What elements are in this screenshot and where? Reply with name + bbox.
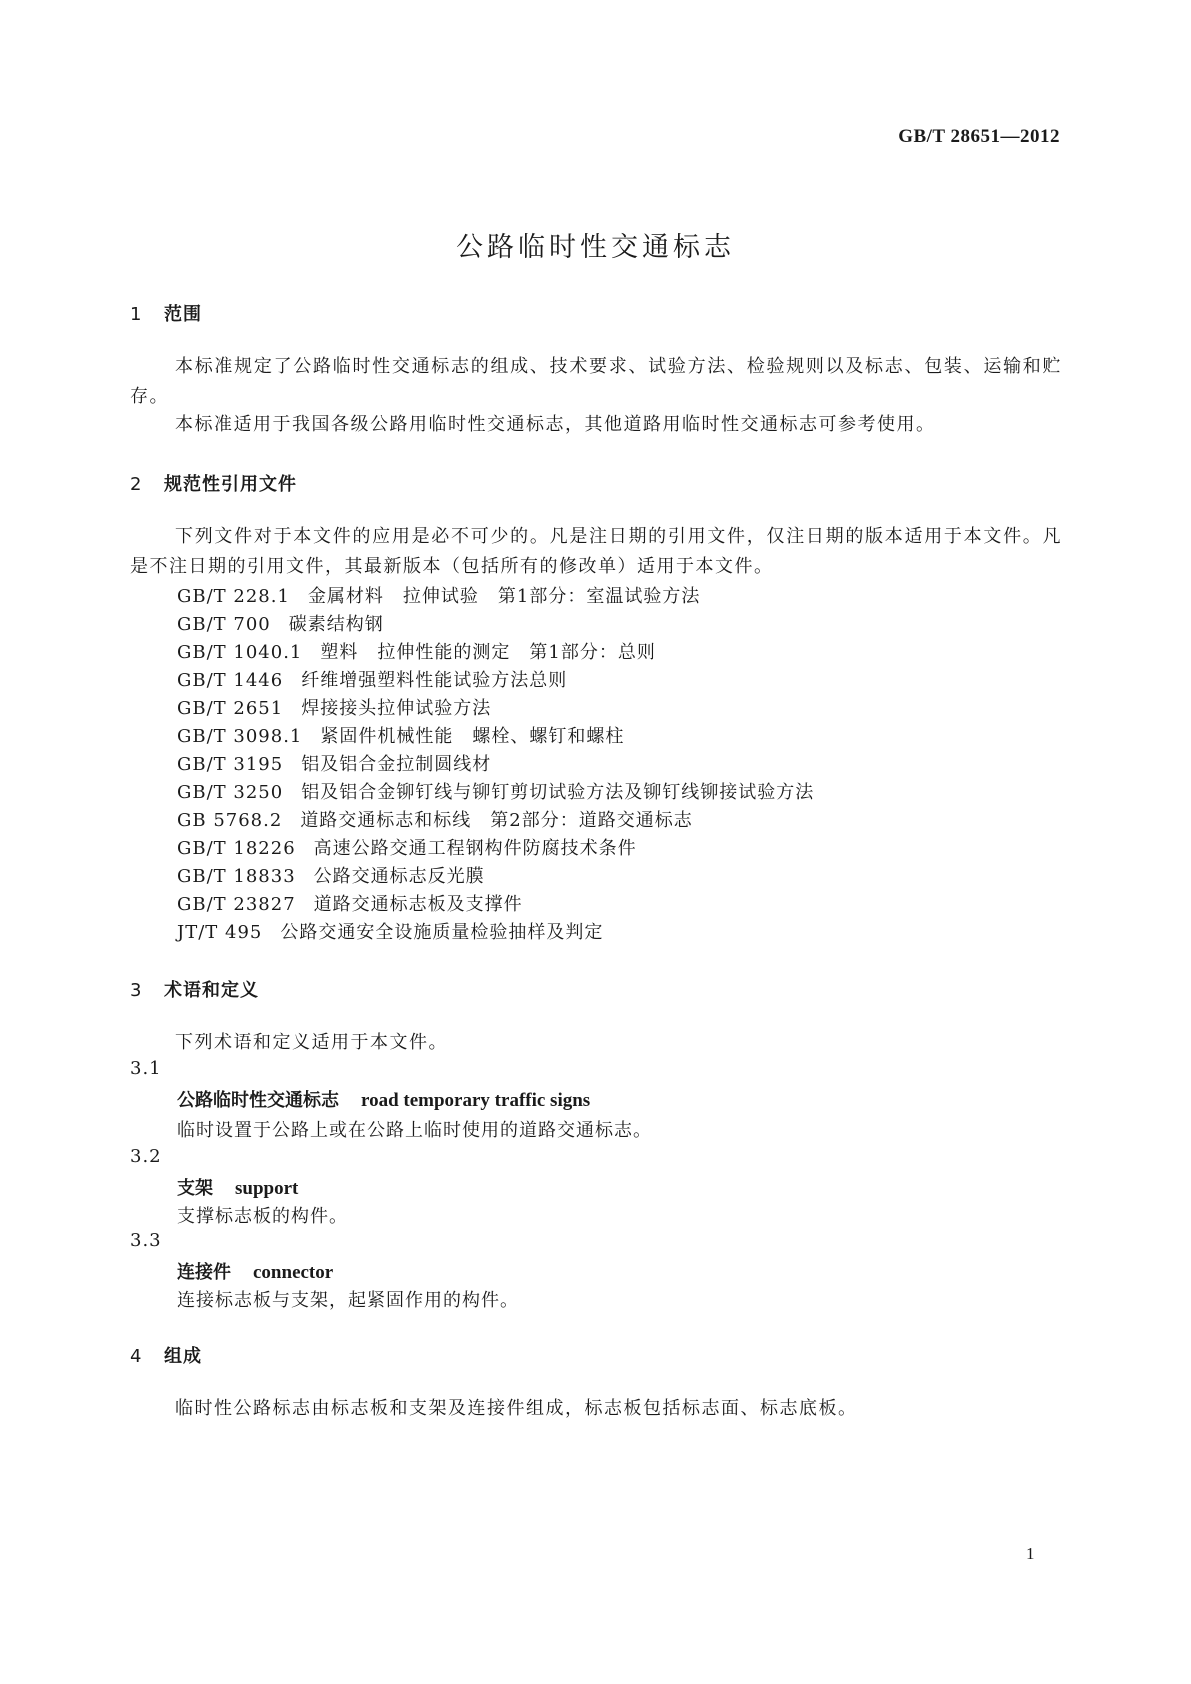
reference-code: GB/T 1446 xyxy=(177,670,284,691)
section-number: 4 xyxy=(130,1346,143,1367)
reference-code: GB/T 23827 xyxy=(177,894,296,915)
term-en: support xyxy=(235,1178,299,1199)
term-zh: 公路临时性交通标志 xyxy=(177,1090,339,1111)
section-title: 范围 xyxy=(164,304,202,325)
section-1-paragraph-2: 本标准适用于我国各级公路用临时性交通标志，其他道路用临时性交通标志可参考使用。 xyxy=(175,414,936,435)
term-number: 3.3 xyxy=(130,1230,162,1251)
section-2-heading xyxy=(130,470,297,496)
section-4-paragraph: 临时性公路标志由标志板和支架及连接件组成，标志板包括标志面、标志底板。 xyxy=(175,1398,858,1419)
reference-title: 纤维增强塑料性能试验方法总则 xyxy=(301,670,568,691)
reference-code: GB 5768.2 xyxy=(177,810,283,831)
reference-item xyxy=(177,722,624,748)
reference-title: 焊接接头拉伸试验方法 xyxy=(301,698,492,719)
reference-item xyxy=(177,694,491,720)
standard-number: GB/T 28651—2012 xyxy=(898,126,1060,147)
reference-item xyxy=(177,750,491,776)
reference-code: GB/T 3098.1 xyxy=(177,726,303,747)
reference-item xyxy=(177,890,523,916)
section-4-heading xyxy=(130,1342,202,1368)
page-number: 1 xyxy=(1026,1544,1035,1563)
term-definition: 支撑标志板的构件。 xyxy=(177,1206,348,1227)
reference-item xyxy=(177,918,603,944)
reference-item xyxy=(177,862,485,888)
reference-code: GB/T 2651 xyxy=(177,698,284,719)
reference-item xyxy=(177,638,656,664)
reference-title: 碳素结构钢 xyxy=(288,614,384,635)
section-3-heading xyxy=(130,976,259,1002)
reference-title: 铝及铝合金铆钉线与铆钉剪切试验方法及铆钉线铆接试验方法 xyxy=(301,782,815,803)
reference-title: 铝及铝合金拉制圆线材 xyxy=(301,754,492,775)
reference-code: GB/T 700 xyxy=(177,614,271,635)
term-heading xyxy=(177,1258,333,1284)
term-definition: 连接标志板与支架，起紧固作用的构件。 xyxy=(177,1290,519,1311)
reference-title: 高速公路交通工程钢构件防腐技术条件 xyxy=(313,838,637,859)
reference-code: GB/T 18833 xyxy=(177,866,296,887)
reference-title: 塑料 拉伸性能的测定 第1部分：总则 xyxy=(320,642,656,663)
term-heading xyxy=(177,1086,590,1112)
section-3-intro: 下列术语和定义适用于本文件。 xyxy=(175,1032,448,1053)
section-title: 规范性引用文件 xyxy=(164,474,297,495)
reference-title: 公路交通标志反光膜 xyxy=(313,866,485,887)
reference-code: JT/T 495 xyxy=(177,922,263,943)
section-1-heading xyxy=(130,300,202,326)
section-number: 3 xyxy=(130,980,143,1001)
reference-item xyxy=(177,610,384,636)
section-number: 1 xyxy=(130,304,143,325)
term-zh: 连接件 xyxy=(177,1262,231,1283)
reference-code: GB/T 18226 xyxy=(177,838,296,859)
document-title: 公路临时性交通标志 xyxy=(456,232,735,263)
section-2-intro: 下列文件对于本文件的应用是必不可少的。凡是注日期的引用文件，仅注日期的版本适用于本文件。凡是不注日期的引用文件，其最新版本（包括所有的修改单）适用于本文件。 xyxy=(130,526,1062,577)
reference-item xyxy=(177,834,637,860)
reference-title: 金属材料 拉伸试验 第1部分：室温试验方法 xyxy=(307,586,701,607)
term-en: connector xyxy=(253,1262,334,1283)
reference-code: GB/T 228.1 xyxy=(177,586,290,607)
section-1-paragraph-1: 本标准规定了公路临时性交通标志的组成、技术要求、试验方法、检验规则以及标志、包装、运输和贮存。 xyxy=(130,356,1062,407)
reference-title: 道路交通标志和标线 第2部分：道路交通标志 xyxy=(300,810,693,831)
reference-item xyxy=(177,806,693,832)
term-definition: 临时设置于公路上或在公路上临时使用的道路交通标志。 xyxy=(177,1120,652,1141)
reference-code: GB/T 1040.1 xyxy=(177,642,303,663)
reference-item xyxy=(177,582,700,608)
reference-item xyxy=(177,666,567,692)
section-number: 2 xyxy=(130,474,143,495)
term-number: 3.2 xyxy=(130,1146,162,1167)
section-title: 术语和定义 xyxy=(164,980,259,1001)
term-zh: 支架 xyxy=(177,1178,213,1199)
reference-title: 道路交通标志板及支撑件 xyxy=(313,894,523,915)
reference-title: 公路交通安全设施质量检验抽样及判定 xyxy=(280,922,604,943)
term-number: 3.1 xyxy=(130,1058,162,1079)
reference-code: GB/T 3195 xyxy=(177,754,284,775)
reference-item xyxy=(177,778,814,804)
term-en: road temporary traffic signs xyxy=(361,1090,591,1111)
term-heading xyxy=(177,1174,298,1200)
section-title: 组成 xyxy=(164,1346,202,1367)
reference-title: 紧固件机械性能 螺栓、螺钉和螺柱 xyxy=(320,726,625,747)
reference-code: GB/T 3250 xyxy=(177,782,284,803)
